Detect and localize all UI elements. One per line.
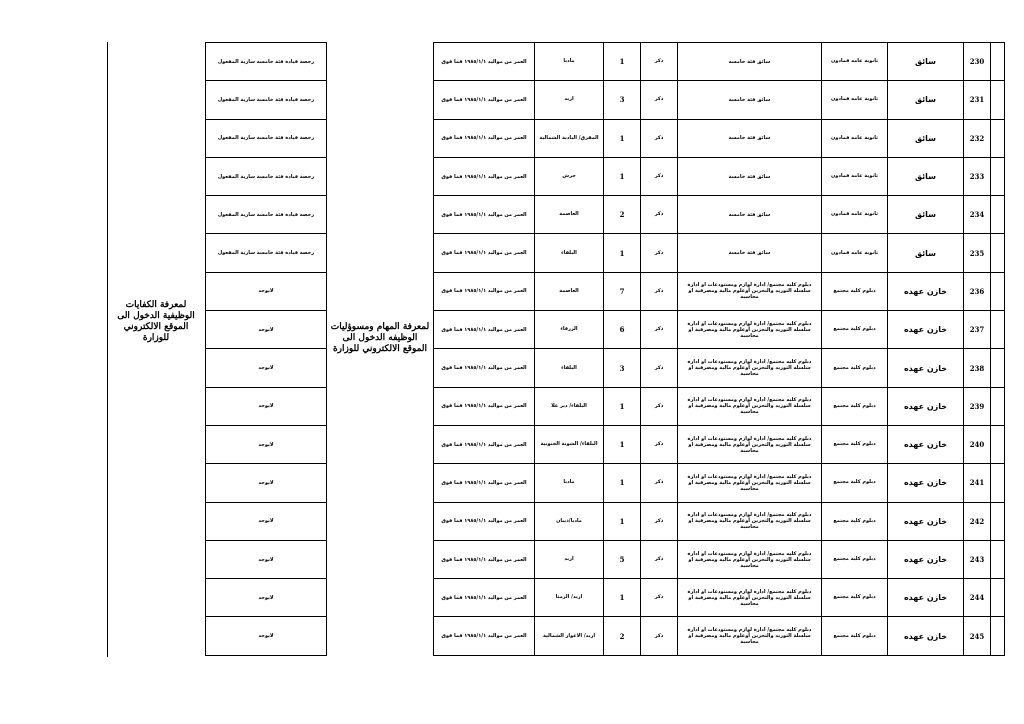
age-cell: العمر من مواليد ١٩٨٥/١/١ فما فوق [434,464,535,502]
gender-cell: ذكر [641,157,678,195]
education-cell: دبلوم كلية مجتمع [822,311,888,349]
table-row [206,234,327,272]
age-cell: العمر من مواليد ١٩٨٥/١/١ فما فوق [434,502,535,540]
age-cell: العمر من مواليد ١٩٨٥/١/١ فما فوق [434,157,535,195]
row-number-cell: 243 [964,540,991,578]
row-number-cell: 231 [964,81,991,119]
vacancy-count-cell: 1 [604,234,641,272]
row-number-cell: 241 [964,464,991,502]
gender-cell: ذكر [641,311,678,349]
gender-cell: ذكر [641,579,678,617]
vacancy-count-cell: 3 [604,349,641,387]
gender-cell: ذكر [641,502,678,540]
job-title-cell: خازن عهده [888,311,964,349]
education-cell: ثانوية عامه فمادون [822,43,888,81]
vacancy-count-cell: 7 [604,272,641,310]
job-title-cell: خازن عهده [888,502,964,540]
age-cell: العمر من مواليد ١٩٨٥/١/١ فما فوق [434,272,535,310]
empty-cell [991,617,1005,655]
row-number-cell: 242 [964,502,991,540]
row-number-cell: 230 [964,43,991,81]
license-cell: لايوجد [206,387,327,425]
page-divider-line [107,42,108,657]
job-title-cell: خازن عهده [888,540,964,578]
job-title-cell: سائق [888,81,964,119]
table-row [206,387,327,425]
location-cell: مادبا [535,43,604,81]
table-row [206,349,327,387]
table-row [206,81,327,119]
table-row [206,272,327,310]
row-number-cell: 233 [964,157,991,195]
license-cell: لايوجد [206,579,327,617]
empty-cell [991,311,1005,349]
specialization-cell: دبلوم كليه مجتمع/ ادارة لوازم ومستودعات او ادارة سلسلة التوريد والتخزين أوعلوم مالية ومصرفية او محاسبة [678,425,822,463]
vacancy-count-cell: 1 [604,579,641,617]
row-number-cell: 245 [964,617,991,655]
specialization-cell: سائق فئة خامسة [678,196,822,234]
empty-cell [991,234,1005,272]
job-title-cell: سائق [888,119,964,157]
table-row [206,617,327,655]
license-cell: رخصة قيادة فئة خامسة سارية المفعول [206,43,327,81]
specialization-cell: دبلوم كليه مجتمع/ ادارة لوازم ومستودعات او ادارة سلسلة التوريد والتخزين أوعلوم مالية ومصرفية او محاسبة [678,349,822,387]
age-cell: العمر من مواليد ١٩٨٥/١/١ فما فوق [434,234,535,272]
location-cell: البلقاء/ الشونة الجنوبية [535,425,604,463]
table-row [434,579,1005,617]
age-cell: العمر من مواليد ١٩٨٥/١/١ فما فوق [434,311,535,349]
location-cell: اربد/ الرمثا [535,579,604,617]
education-cell: ثانوية عامه فمادون [822,81,888,119]
row-number-cell: 244 [964,579,991,617]
vacancy-count-cell: 2 [604,196,641,234]
age-cell: العمر من مواليد ١٩٨٥/١/١ فما فوق [434,387,535,425]
table-row [434,387,1005,425]
table-row [434,157,1005,195]
empty-cell [991,425,1005,463]
gender-cell: ذكر [641,272,678,310]
location-cell: اربد/ الاغوار الشمالية [535,617,604,655]
table-row [434,464,1005,502]
license-cell: رخصة قيادة فئة خامسة سارية المفعول [206,81,327,119]
vacancy-count-cell: 1 [604,502,641,540]
vacancy-count-cell: 3 [604,81,641,119]
education-cell: دبلوم كلية مجتمع [822,349,888,387]
gender-cell: ذكر [641,464,678,502]
gender-cell: ذكر [641,387,678,425]
gender-cell: ذكر [641,617,678,655]
education-cell: دبلوم كلية مجتمع [822,464,888,502]
empty-cell [991,540,1005,578]
location-cell: اربد [535,81,604,119]
license-cell: لايوجد [206,349,327,387]
empty-cell [991,272,1005,310]
vacancy-count-cell: 1 [604,119,641,157]
empty-cell [991,349,1005,387]
table-row [434,617,1005,655]
gender-cell: ذكر [641,425,678,463]
row-number-cell: 236 [964,272,991,310]
education-cell: دبلوم كلية مجتمع [822,579,888,617]
specialization-cell: دبلوم كليه مجتمع/ ادارة لوازم ومستودعات او ادارة سلسلة التوريد والتخزين أوعلوم مالية ومصرفية او محاسبة [678,387,822,425]
location-cell: اربد [535,540,604,578]
specialization-cell: سائق فئة خامسة [678,157,822,195]
location-cell: المفرق/ البادية الشمالية [535,119,604,157]
education-cell: ثانوية عامه فمادون [822,234,888,272]
license-cell: لايوجد [206,311,327,349]
specialization-cell: دبلوم كليه مجتمع/ ادارة لوازم ومستودعات او ادارة سلسلة التوريد والتخزين أوعلوم مالية ومصرفية او محاسبة [678,579,822,617]
education-cell: دبلوم كلية مجتمع [822,387,888,425]
job-title-cell: سائق [888,234,964,272]
job-title-cell: سائق [888,157,964,195]
table-row [206,425,327,463]
row-number-cell: 237 [964,311,991,349]
license-table [205,42,327,656]
row-number-cell: 235 [964,234,991,272]
age-cell: العمر من مواليد ١٩٨٥/١/١ فما فوق [434,196,535,234]
job-title-cell: خازن عهده [888,425,964,463]
gender-cell: ذكر [641,540,678,578]
location-cell: العاصمة [535,196,604,234]
education-cell: دبلوم كلية مجتمع [822,617,888,655]
table-row [434,272,1005,310]
empty-cell [991,502,1005,540]
duties-note: لمعرفة المهام ومسوؤليات الوظيفه الدخول الى الموقع الالكتروني للوزارة [330,322,430,354]
location-cell: البلقاء [535,349,604,387]
specialization-cell: دبلوم كليه مجتمع/ ادارة لوازم ومستودعات او ادارة سلسلة التوريد والتخزين أوعلوم مالية ومصرفية او محاسبة [678,464,822,502]
table-row [434,43,1005,81]
license-cell: لايوجد [206,502,327,540]
vacancy-count-cell: 1 [604,464,641,502]
empty-cell [991,157,1005,195]
gender-cell: ذكر [641,119,678,157]
age-cell: العمر من مواليد ١٩٨٥/١/١ فما فوق [434,579,535,617]
gender-cell: ذكر [641,81,678,119]
table-row [206,119,327,157]
age-cell: العمر من مواليد ١٩٨٥/١/١ فما فوق [434,43,535,81]
license-cell: رخصة قيادة فئة خامسة سارية المفعول [206,196,327,234]
location-cell: الزرقاء [535,311,604,349]
job-title-cell: خازن عهده [888,349,964,387]
license-cell: رخصة قيادة فئة خامسة سارية المفعول [206,119,327,157]
job-title-cell: خازن عهده [888,272,964,310]
specialization-cell: دبلوم كليه مجتمع/ ادارة لوازم ومستودعات او ادارة سلسلة التوريد والتخزين أوعلوم مالية ومصرفية او محاسبة [678,617,822,655]
job-title-cell: سائق [888,196,964,234]
gender-cell: ذكر [641,234,678,272]
education-cell: دبلوم كلية مجتمع [822,502,888,540]
empty-cell [991,579,1005,617]
location-cell: البلقاء/ دير علا [535,387,604,425]
table-row [206,502,327,540]
vacancy-count-cell: 2 [604,617,641,655]
job-title-cell: خازن عهده [888,387,964,425]
competencies-note: لمعرفة الكفايات الوظيفية الدخول الى الموقع الالكتروني للوزارة [117,300,195,343]
location-cell: البلقاء [535,234,604,272]
license-cell: لايوجد [206,464,327,502]
job-title-cell: سائق [888,43,964,81]
license-cell: لايوجد [206,425,327,463]
age-cell: العمر من مواليد ١٩٨٥/١/١ فما فوق [434,119,535,157]
education-cell: دبلوم كلية مجتمع [822,272,888,310]
row-number-cell: 239 [964,387,991,425]
gender-cell: ذكر [641,196,678,234]
empty-cell [991,196,1005,234]
vacancy-count-cell: 5 [604,540,641,578]
table-row [434,81,1005,119]
age-cell: العمر من مواليد ١٩٨٥/١/١ فما فوق [434,349,535,387]
vacancy-count-cell: 1 [604,157,641,195]
specialization-cell: سائق فئة خامسة [678,43,822,81]
gender-cell: ذكر [641,43,678,81]
jobs-table [433,42,1005,656]
age-cell: العمر من مواليد ١٩٨٥/١/١ فما فوق [434,425,535,463]
table-row [434,425,1005,463]
specialization-cell: سائق فئة خامسة [678,119,822,157]
gender-cell: ذكر [641,349,678,387]
table-row [206,579,327,617]
vacancy-count-cell: 6 [604,311,641,349]
education-cell: ثانوية عامه فمادون [822,119,888,157]
table-row [434,234,1005,272]
license-cell: لايوجد [206,272,327,310]
age-cell: العمر من مواليد ١٩٨٥/١/١ فما فوق [434,81,535,119]
row-number-cell: 238 [964,349,991,387]
table-row [434,540,1005,578]
table-row [206,43,327,81]
table-row [206,311,327,349]
vacancy-count-cell: 1 [604,43,641,81]
vacancy-count-cell: 1 [604,387,641,425]
job-title-cell: خازن عهده [888,464,964,502]
job-title-cell: خازن عهده [888,617,964,655]
table-row [434,311,1005,349]
empty-cell [991,81,1005,119]
age-cell: العمر من مواليد ١٩٨٥/١/١ فما فوق [434,617,535,655]
license-cell: رخصة قيادة فئة خامسة سارية المفعول [206,234,327,272]
job-title-cell: خازن عهده [888,579,964,617]
location-cell: مادبا/ذيبان [535,502,604,540]
empty-cell [991,464,1005,502]
license-cell: رخصة قيادة فئة خامسة سارية المفعول [206,157,327,195]
row-number-cell: 234 [964,196,991,234]
specialization-cell: سائق فئة خامسة [678,81,822,119]
row-number-cell: 240 [964,425,991,463]
education-cell: دبلوم كلية مجتمع [822,540,888,578]
table-row [206,540,327,578]
vacancy-count-cell: 1 [604,425,641,463]
table-row [206,196,327,234]
empty-cell [991,119,1005,157]
age-cell: العمر من مواليد ١٩٨٥/١/١ فما فوق [434,540,535,578]
license-cell: لايوجد [206,540,327,578]
education-cell: ثانوية عامه فمادون [822,196,888,234]
education-cell: دبلوم كلية مجتمع [822,425,888,463]
table-row [434,349,1005,387]
table-row [206,464,327,502]
location-cell: العاصمة [535,272,604,310]
specialization-cell: سائق فئة خامسة [678,234,822,272]
table-row [434,119,1005,157]
table-row [434,502,1005,540]
location-cell: جرش [535,157,604,195]
table-row [206,157,327,195]
license-cell: لايوجد [206,617,327,655]
location-cell: مادبا [535,464,604,502]
specialization-cell: دبلوم كليه مجتمع/ ادارة لوازم ومستودعات او ادارة سلسلة التوريد والتخزين أوعلوم مالية ومصرفية او محاسبة [678,272,822,310]
row-number-cell: 232 [964,119,991,157]
table-row [434,196,1005,234]
empty-cell [991,43,1005,81]
specialization-cell: دبلوم كليه مجتمع/ ادارة لوازم ومستودعات او ادارة سلسلة التوريد والتخزين أوعلوم مالية ومصرفية او محاسبة [678,311,822,349]
specialization-cell: دبلوم كليه مجتمع/ ادارة لوازم ومستودعات او ادارة سلسلة التوريد والتخزين أوعلوم مالية ومصرفية او محاسبة [678,502,822,540]
education-cell: ثانوية عامه فمادون [822,157,888,195]
empty-cell [991,387,1005,425]
specialization-cell: دبلوم كليه مجتمع/ ادارة لوازم ومستودعات او ادارة سلسلة التوريد والتخزين أوعلوم مالية ومصرفية او محاسبة [678,540,822,578]
